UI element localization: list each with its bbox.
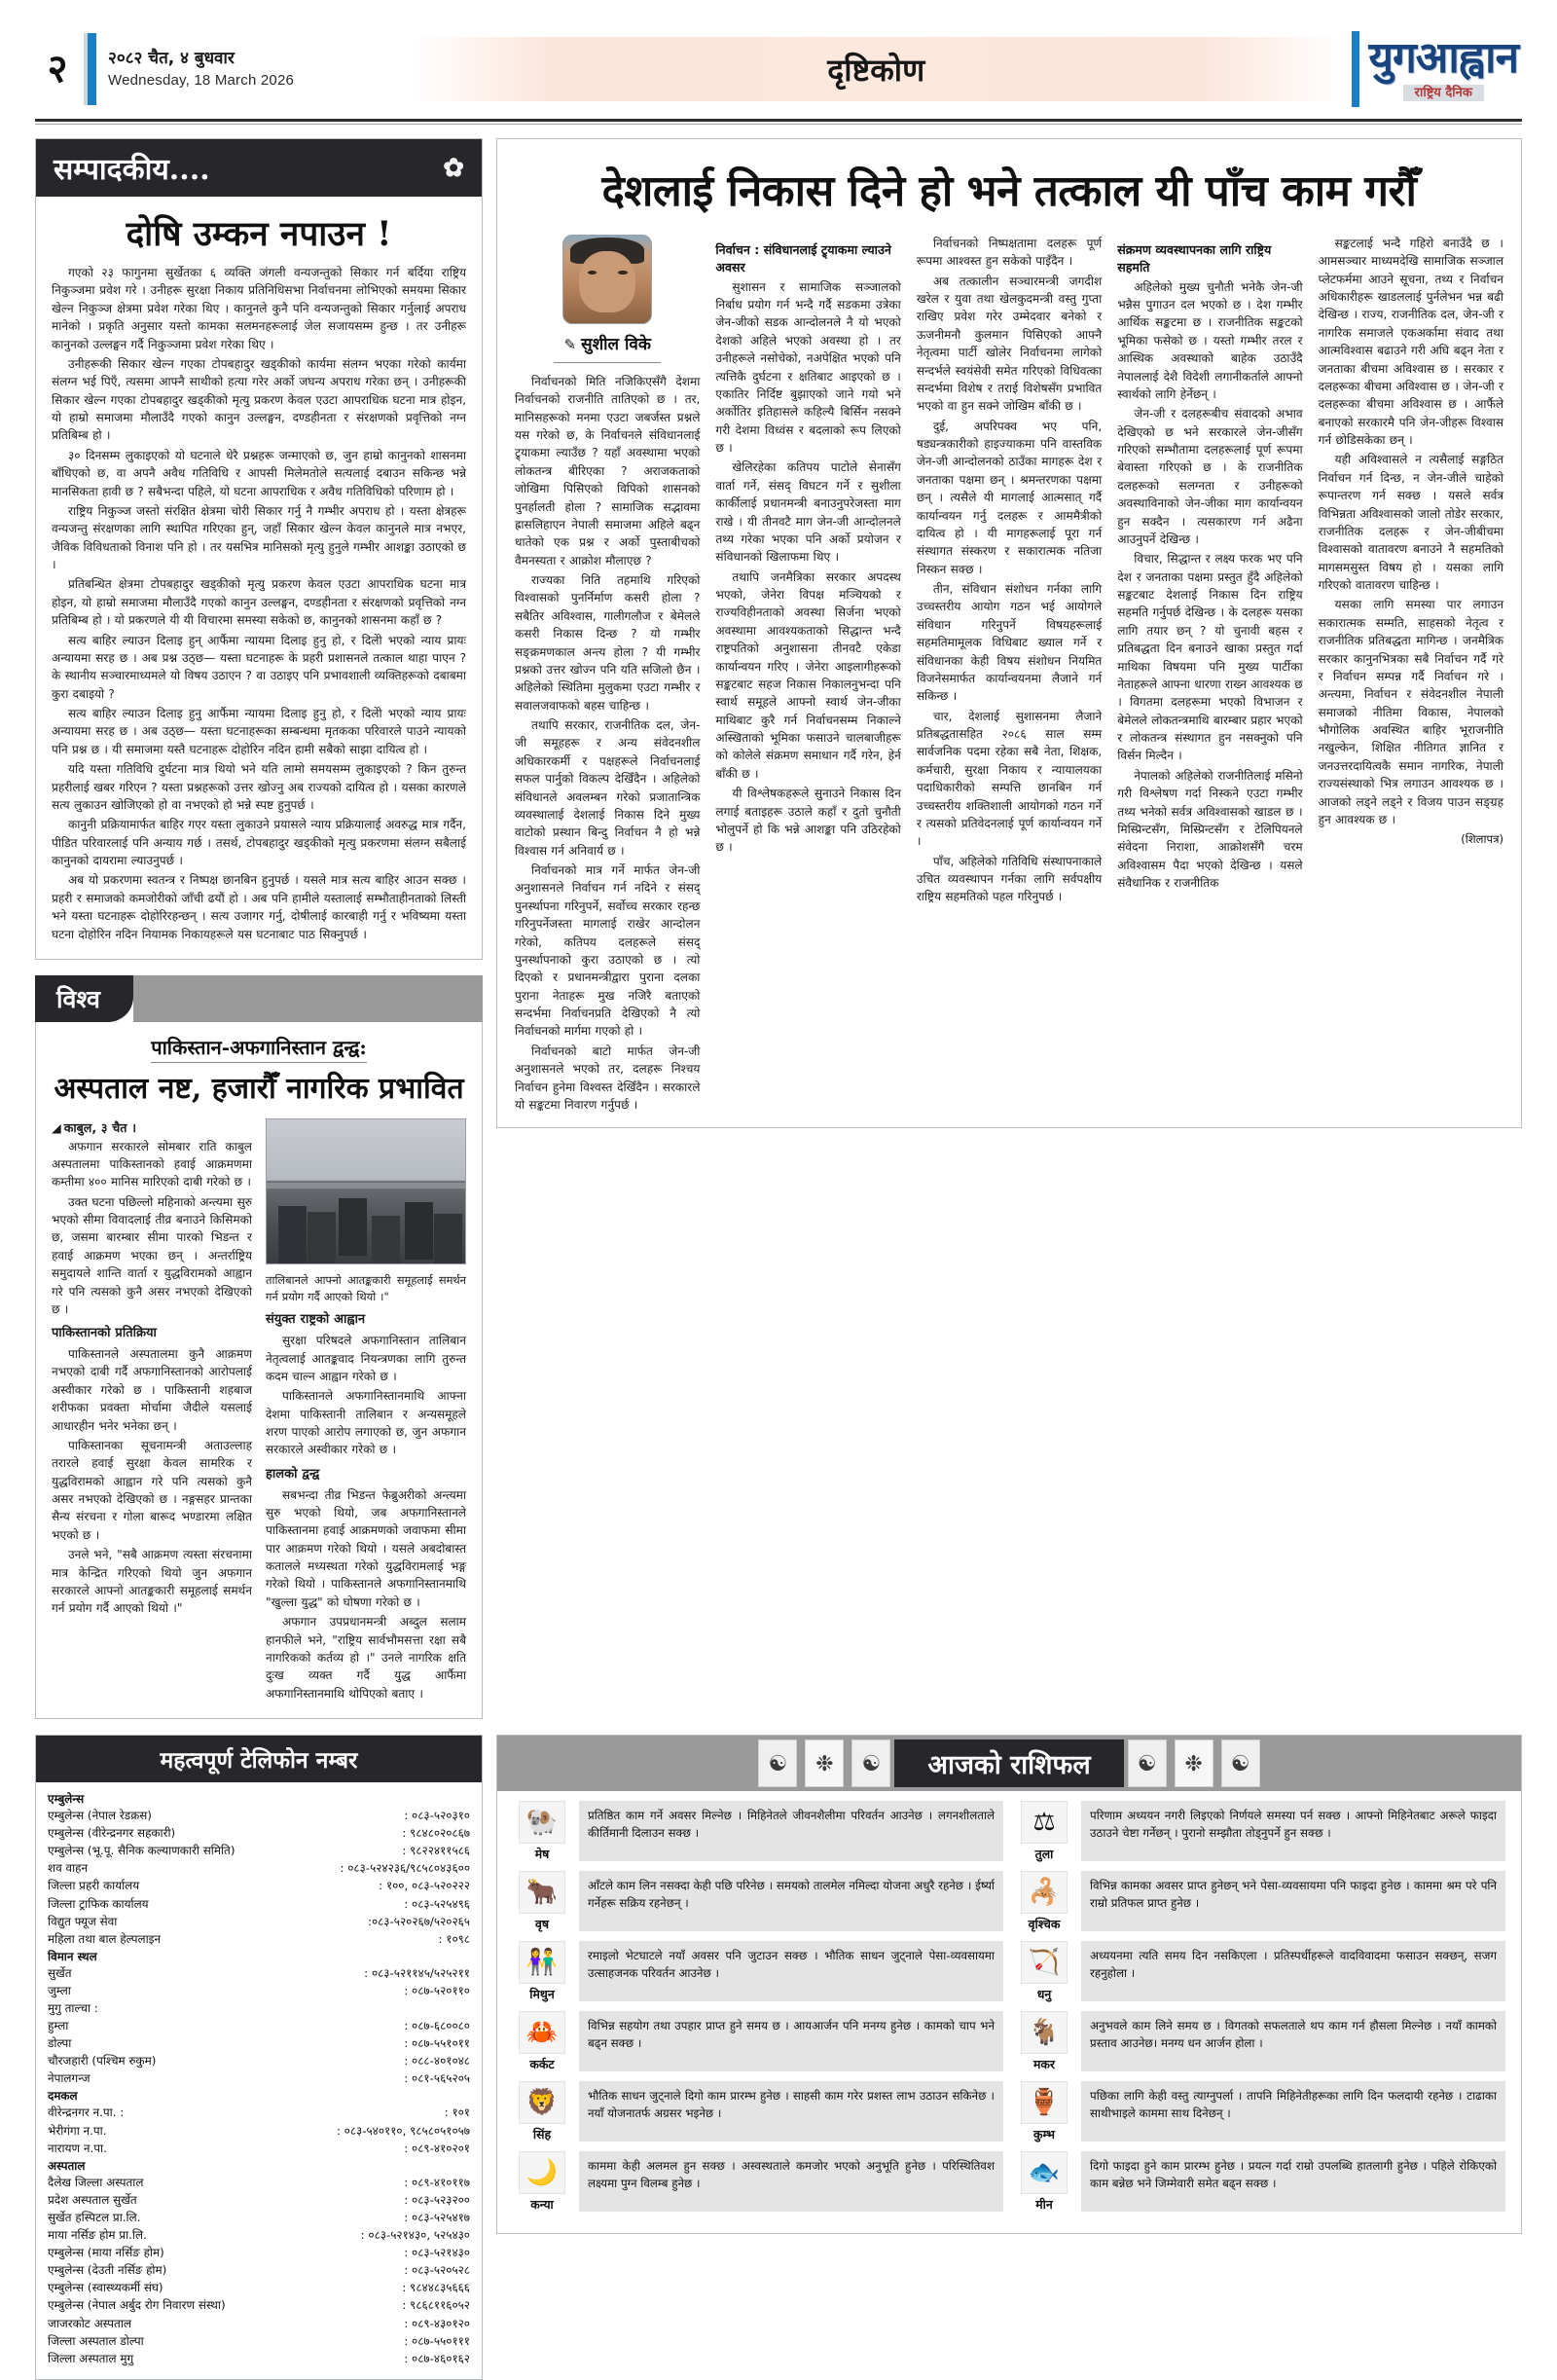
- byline-rule: [554, 362, 661, 363]
- paragraph: पाकिस्तानले अस्पतालमा कुनै आक्रमण नभएको दाबी गर्दै अफगानिस्तानको आरोपलाई अस्वीकार गरेको छ । पाकिस्तानी शहबाज शरीफका प्रवक्ता मोर्चामा जैदीले यसलाई आधारहीन भनेर भनेका छन् ।: [52, 1347, 252, 1433]
- horoscope-text: अध्ययनमा त्यति समय दिन नसकिएला । प्रतिस्पर्धीहरूले वादविवादमा फसाउन सक्छन्, सजग रहनुहोला ।: [1081, 1941, 1505, 2001]
- date-block: [80, 23, 401, 115]
- phone-name: दैलेख जिल्ला अस्पताल: [48, 2175, 144, 2189]
- aquarius-icon: 🏺: [1021, 2081, 1068, 2124]
- horoscope-sign-label: तुला: [1034, 1847, 1054, 1862]
- paragraph: पाकिस्तानका सूचनामन्त्री अताउल्लाह तरारले हवाई सुरक्षा केवल सामरिक र युद्धविरामको आह्वान गरे पनि त्यसको कुनै असर नभएको देखिएको छ । नङ्गसहर प्रान्तका सैन्य संरचना र गोला बारूद भण्डारमा लक्षित भएको छ ।: [52, 1438, 252, 1542]
- horoscope-item: [1015, 1871, 1505, 1932]
- phone-number[interactable]: : ०८७-४६०१६२: [404, 2351, 470, 2365]
- horoscope-sign-label: मिथुन: [529, 1987, 555, 2002]
- virgo-icon: 🌙: [519, 2151, 565, 2194]
- phone-name: जिल्ला ट्राफिक कार्यालय: [48, 1896, 149, 1911]
- page-number: २: [47, 47, 68, 91]
- phone-number[interactable]: : ९८४८०२०८६७: [402, 1826, 470, 1841]
- phone-number[interactable]: : ०८३-५२४२३६/९८५८०४३६००: [340, 1861, 470, 1876]
- horoscope-sign-label: मीन: [1035, 2197, 1053, 2213]
- phone-row: [48, 2209, 470, 2226]
- editorial-band: [36, 139, 482, 197]
- horoscope-text: आँटले काम लिन नसक्दा केही पछि परिनेछ । समयको तालमेल नमिल्दा योजना अधुरै रहनेछ । ईर्ष्या गर्नेहरू सक्रिय रहनेछन् ।: [579, 1871, 1003, 1931]
- phone-name: हुम्ला: [48, 2019, 69, 2033]
- author-portrait: [562, 235, 652, 324]
- editorial-panel: [35, 138, 483, 960]
- phone-number[interactable]: :०८३-५२०२६७/५२०२६५: [367, 1914, 470, 1928]
- phone-row: [48, 2296, 470, 2314]
- horoscope-item: [513, 1941, 1003, 2002]
- article-column-2: [715, 235, 900, 1116]
- paragraph: उक्त घटना पछिल्लो महिनाको अन्त्यमा सुरु भएको सीमा विवादलाई तीव्र बनाउने किसिमको छ, जसमा बारम्बार सीमा पारको भिडन्त र हवाई आक्रमण भएका छन् । अन्तर्राष्ट्रिय समुदायले शान्ति वार्ता र युद्धविरामको आह्वान गरे पनि त्यसको कुनै असर नभएको देखिएको छ ।: [52, 1194, 252, 1316]
- leaf-icon: ✿: [443, 153, 464, 183]
- horoscope-sign: [1015, 2011, 1073, 2072]
- horoscope-sign: [1015, 1941, 1073, 2002]
- phone-name: शव वाहन: [48, 1861, 89, 1876]
- world-column-right: [266, 1118, 466, 1704]
- phone-row: [48, 2191, 470, 2209]
- paragraph: अफगान उपप्रधानमन्त्री अब्दुल सलाम हानफीले भने, "राष्ट्रिय सार्वभौमसत्ता रक्षा सबै नागरिकको कर्तव्य हो ।" उनले नागरिक क्षति दुःख व्यक्त गर्दै युद्ध आर्फैमा अफगानिस्तानमाथि थोपिएको बताए ।: [266, 1615, 466, 1701]
- editorial-band-label: सम्पादकीय....: [54, 153, 210, 187]
- pisces-icon: 🐟: [1021, 2151, 1068, 2194]
- phone-row: [48, 2034, 470, 2052]
- phone-name: नेपालगन्ज: [48, 2071, 91, 2086]
- article-column-4: [1117, 235, 1302, 1116]
- article-column-1: [515, 235, 700, 1116]
- paragraph: तथापि सरकार, राजनीतिक दल, जेन-जी समूहहरू र अन्य संवेदनशील अधिकारकर्मी र पक्षहरूले निर्वाचनलाई सफल पार्नुको विकल्प देखिँदैन । अहिलेको संविधानले अवलम्बन गरेको प्रजातान्त्रिक व्यवस्थालाई देशलाई निकास दिने मुख्य वाटोको प्रस्थान बिन्दु निर्वाचन नै हो भन्ने विश्वास गर्न अनिवार्य छ ।: [515, 718, 701, 858]
- phone-name: एम्बुलेन्स (स्वास्थ्यकर्मी संघ): [48, 2281, 163, 2295]
- masthead: [35, 0, 1522, 115]
- paragraph: अहिलेको मुख्य चुनौती भनेकै जेन-जी भन्नैस पुगाउन दल भएको छ । देश गम्भीर आर्थिक सङ्कटमा छ । राजनीतिक सङ्कटको भूमिका फसेको छ । यस्तो गम्भीर तरल र आस्थिक अवस्थाको बाहेक उठाउँदै नेपाललाई देशै विदेशी लगानीकर्ताले आफ्नो स्वार्थको लागि हेर्नेछन् ।: [1117, 279, 1303, 401]
- leo-icon: 🦁: [519, 2081, 565, 2124]
- masthead-rule-secondary: [35, 124, 1522, 125]
- phone-number[interactable]: : ०८३-५२१४३०: [404, 2246, 470, 2260]
- author-byline: ✎ सुशील विके: [563, 334, 651, 354]
- horoscope-sign-label: धनु: [1036, 1987, 1052, 2002]
- phone-row: [48, 1824, 470, 1842]
- paragraph: चार, देशलाई सुशासनमा लैजाने प्रतिबद्धतासहित २०८६ साल सम्म सार्वजनिक पदमा रहेका सबै नेता, शिक्षक, कर्मचारी, सुरक्षा निकाय र न्यायालयका पदाधिकारीको सम्पत्ति छानबिन गर्न उच्चस्तरीय शक्तिशाली आयोगको गठन गर्ने र त्यसको प्रतिवेदनलाई पूर्ण कार्यान्वयन गर्ने ।: [916, 709, 1103, 849]
- horoscope-item: [1015, 2081, 1505, 2142]
- paragraph: पाँच, अहिलेको गतिविधि संस्थापनाकाले उचित व्यवस्थापन गर्नका लागि सर्वपक्षीय राष्ट्रिय सहमतिको पहल गरिनुपर्छ ।: [916, 854, 1103, 904]
- mandala-ornament-icon: ☯: [758, 1739, 797, 1787]
- phone-group-heading: अस्पताल: [48, 2158, 86, 2173]
- cancer-icon: 🦀: [519, 2011, 565, 2054]
- paragraph: कानुनी प्रक्रियामार्फत बाहिर गएर यस्ता लुकाउने प्रयासले न्याय प्रक्रियालाई अवरुद्ध मात्र गर्दैन, पीडित परिवारलाई पनि अन्याय गर्छ । तसर्थ, टोपबहादुर खड्कीको मृत्यु प्रकरणमा संलग्न सबैलाई कानुनको दायरामा ल्याउनुपर्छ ।: [52, 818, 466, 867]
- paragraph: गएको २३ फागुनमा सुर्खेतका ६ व्यक्ति जंगली वन्यजन्तुको सिकार गर्न बर्दिया राष्ट्रिय निकुञ्जमा प्रवेश गरे । उनीहरू सुरक्षा निकाय प्रतिनिधिसभा निर्वाचनमा लोभिएको समयमा सिकार खेल्न निकुञ्ज क्षेत्रमा प्रवेश गरेका थिए । कानुनले कुनै पनि वन्यजन्तुको सिकार गर्नुलाई अपराध मानेको । प्रकृति अनुसार यस्तो कामका सलमनहरूलाई जेल सजायसम्म हुन्छ । तर उनीहरू कानुनको उल्लङ्घन गर्दै निकुञ्जमा प्रवेश गरेका थिए ।: [52, 266, 466, 351]
- phone-directory-title: महत्वपूर्ण टेलिफोन नम्बर: [36, 1736, 482, 1782]
- paragraph: ३० दिनसम्म लुकाइएको यो घटनाले धेरै प्रश्नहरू जन्माएको छ, जुन हाम्रो कानुनको शासनमा बाँधिएको छ, वा अपनै अवैध गतिविधि र आपसी मिलेमतोले सत्यलाई दबाउन सकिन्छ भन्ने मानसिकता हावी छ ? सबैभन्दा पहिले, यो घटना आपराधिक र अवैध गतिविधिको परिणाम हो ।: [52, 448, 466, 498]
- phone-row: [48, 2226, 470, 2244]
- phone-directory-panel: [35, 1735, 483, 2380]
- phone-row: [48, 2261, 470, 2279]
- mandala-ornament-icon: ❉: [1175, 1739, 1213, 1787]
- article-subheading-1: निर्वाचन : संविधानलाई ट्र्याकमा ल्याउने अवसर: [715, 241, 891, 275]
- pen-icon: ✎: [563, 335, 577, 353]
- paragraph: सत्य बाहिर ल्याउन दिलाइ हुन् आर्फैमा न्यायमा दिलाइ हुनु हो, र दिलेो भएको न्याय प्रायः अन्यायमा सरह छ । अब प्रश्न उठ्छ— यस्ता घटनाहरू के प्रहरी प्रशासनले तत्काल थाहा पाएन ? के स्थानीय सञ्चारमाध्यमले यो विषय उठाएन ? वा उठाइए पनि प्रभावशाली व्यक्तिहरूको दबाबमा कुरा दबाइयो ?: [52, 633, 466, 701]
- world-headline: अस्पताल नष्ट, हजारौँ नागरिक प्रभावित: [54, 1071, 464, 1106]
- horoscope-sign: [1015, 2081, 1073, 2142]
- paragraph: यदि यस्ता गतिविधि दुर्घटना मात्र थियो भने यति लामो समयसम्म लुकाइएको ? किन तुरुन्त प्रहरीलाई खबर गरिएन ? यस्ता प्रश्नहरूको उत्तर खोज्नु अब राज्यको दायित्व हो । यसका कारणले सत्य लुकाउन खोजिएको हो वा नभएको हो भन्ने स्पष्ट हुनुपर्छ ।: [52, 762, 466, 812]
- phone-name: सुर्खेत: [48, 1965, 72, 1980]
- horoscope-text: परिणाम अध्ययन नगरी लिइएको निर्णयले समस्या पर्न सक्छ । आफ्नो मिहिनेतबाट अरूले फाइदा उठाउने चेष्टा गर्नेछन् । पुरानो सम्झौता तोड्नुपर्ने हुन सक्छ ।: [1081, 1801, 1505, 1861]
- phone-name: एम्बुलेन्स (वीरेन्द्रनगर सहकारी): [48, 1826, 176, 1841]
- horoscope-sign: [513, 2151, 571, 2213]
- paragraph: सुशासन र सामाजिक सञ्जालको निर्बाध प्रयोग गर्न भन्दै गर्दै सडकमा उत्रेका जेन-जीको सडक आन्दोलनले नै यो भएको देशको अहिले भएको अवस्था हो । तर उनीहरूले नसोचेको, नअपेक्षित भएको पनि त्यत्तिकै दुर्घटना र क्षतिबाट आइएको छ । एकातिर निर्दिष्ट बुझाएको जाने गयो भने अर्कोतिर इतिहासले कहिल्यै बिर्सिन नसक्ने गरी देशमा विध्वंस र बदलाको रूप लिएको छ ।: [715, 279, 901, 456]
- date-english: Wednesday, 18 March 2026: [108, 72, 295, 90]
- phone-name: जिल्ला प्रहरी कार्यालय: [48, 1879, 140, 1893]
- world-subheading-2: संयुक्त राष्ट्रको आह्वान: [266, 1312, 366, 1328]
- paragraph: अब यो प्रकरणमा स्वतन्त्र र निष्पक्ष छानबिन हुनुपर्छ । यसले मात्र सत्य बाहिर आउन सक्छ । प्रहरी र समाजको कमजोरीको जाँची ढयौं हो । अब पनि हामीले यस्तालाई सम्भौताहीनताको लिस्ती भने यस्ता घटनाहरू दोहोरिरहन्छन् । सत्य उजागर गर्नु, दोषीलाई कारबाही गर्नु र भविष्यमा यस्ता घटना दोहोरिन नदिन नियामक निकायहरूले यस घटनाबाट पाठ सिक्नुपर्छ ।: [52, 873, 466, 941]
- horoscope-header: [497, 1736, 1521, 1791]
- phone-name: प्रदेश अस्पताल सुर्खेत: [48, 2192, 137, 2207]
- world-kicker: पाकिस्तान-अफगानिस्तान द्वन्द्व:: [151, 1034, 367, 1063]
- phone-row: [48, 2017, 470, 2034]
- phone-number[interactable]: : ०८३-५२११४५/५२५२११: [364, 1965, 470, 1980]
- phone-number[interactable]: : ०८३-५२०५२८: [404, 2263, 470, 2278]
- paragraph: पाकिस्तानले अफगानिस्तानमाथि आफ्ना देशमा पाकिस्तानी तालिबान र अन्यसमूहले शरण पाएको आरोप लगाएको छ, जुन अफगान सरकारले अस्वीकार गरेको छ ।: [266, 1389, 466, 1457]
- world-photo: [266, 1118, 466, 1264]
- horoscope-panel: [496, 1735, 1522, 2234]
- horoscope-sign-label: कुम्भ: [1033, 2127, 1055, 2142]
- phone-number[interactable]: : ०८८-४०१०४८: [404, 2054, 470, 2069]
- phone-number[interactable]: : ०८७-५५१०११: [404, 2036, 470, 2051]
- article-column-5: [1319, 235, 1503, 1116]
- author-block: [515, 235, 700, 363]
- phone-number[interactable]: : ०८३-५४०११०, ९८५८०५१०५७: [336, 2123, 470, 2138]
- date-nepali: २०८२ चैत, ४ बुधवार: [108, 48, 235, 68]
- capricorn-icon: 🐐: [1021, 2011, 1068, 2054]
- world-column-left: [52, 1118, 252, 1704]
- horoscope-sign: [513, 1941, 571, 2002]
- phone-name: विद्युत फ्यूज सेवा: [48, 1914, 118, 1928]
- mandala-ornament-icon: ☯: [851, 1739, 890, 1787]
- world-dateline: ◢ काबुल, ३ चैत ।: [52, 1118, 252, 1137]
- horoscope-sign-label: वृष: [534, 1917, 550, 1932]
- phone-number[interactable]: : ०८९-४३०१२०: [404, 2316, 470, 2330]
- horoscope-item: [1015, 2011, 1505, 2072]
- paragraph: खेलिरहेका कतिपय पाटोले सेनासँग वार्ता गर्ने, संसद् विघटन गर्ने र सुशीला कार्कीलाई प्रधानमन्त्री बनाउनुपरेजस्ता माग राखे । यी तीनवटै माग जेन-जी आन्दोलनले तथ्य गरेका भएका पनि अर्को प्रयोजन र संविधानको खिलाफमा थिए ।: [715, 460, 901, 565]
- horoscope-text: अनुभवले काम लिने समय छ । विगतको सफलताले थप काम गर्न हौसला मिल्नेछ । नयाँ कामको प्रस्ताव आउनेछ। मनग्य धन आर्जन होला ।: [1081, 2011, 1505, 2071]
- mandala-ornament-icon: ❉: [805, 1739, 844, 1787]
- libra-icon: ⚖: [1021, 1801, 1068, 1844]
- article-signoff: (शिलापत्र): [1461, 832, 1504, 847]
- horoscope-item: [513, 2011, 1003, 2072]
- main-article-panel: [496, 138, 1522, 1128]
- phone-number[interactable]: : ०८७-६८००८०: [404, 2019, 470, 2033]
- paragraph: अफगान सरकारले सोमबार राति काबुल अस्पतालमा पाकिस्तानको हवाई आक्रमणमा कम्तीमा ४०० मानिस मारिएको दाबी गरेको छ ।: [52, 1139, 252, 1190]
- phone-directory-list: [36, 1782, 482, 2379]
- paragraph: तीन, संविधान संशोधन गर्नका लागि उच्चस्तरीय आयोग गठन भई आयोगले संविधान गरिनुपर्ने विषयहरूलाई सहमतिमामूलक विधिबाट ख्याल गर्ने र संविधानका केही विषय संशोधन नियमित विजनेसमार्फत कार्यान्वयनमा लैजाने गर्न सकिन्छ ।: [916, 582, 1103, 704]
- masthead-rule: [35, 119, 1522, 122]
- phone-group-heading: विमान स्थल: [48, 1949, 97, 1963]
- phone-name: एम्बुलेन्स (भू.पू. सैनिक कल्याणकारी समिति): [48, 1844, 235, 1858]
- world-right-text: [266, 1332, 466, 1459]
- phone-name: एम्बुलेन्स (नेपाल अर्बुद रोग निवारण संस्था): [48, 2298, 226, 2313]
- phone-name: चौरजहारी (पश्चिम रुकुम): [48, 2054, 157, 2069]
- world-section: [35, 975, 483, 1719]
- mandala-ornament-icon: ☯: [1128, 1739, 1167, 1787]
- world-photo-caption: तालिबानले आफ्नो आतङ्ककारी समूहलाई समर्थन गर्न प्रयोग गर्दै आएको थियो ।": [266, 1273, 466, 1303]
- paragraph: यसका लागि समस्या पार लगाउन सकारात्मक सम्मति, साहसको नेतृत्व र राजनीतिक प्रतिबद्धता मागिन्छ । जनमैत्रिक सरकार कानुनभित्रका सबै निर्वाचन गर्दै गरे र निर्वाचन सम्पन्न गर्दै निर्वाचन गरे । अन्त्यमा, निर्वाचन र संवेदनशील नेपाली समाजको नीतिमा विकास, नेपालको भौगोलिक अवस्थित बाहिर भूराजनीति नखुल्केन, शिक्षित नीतिगत ज्ञानित र जनउत्तरदायित्वकै समान नागरिक, नेपाली राज्यसंस्थाको भित्र लगाउन आवश्यक छ । आजको लड्ने लड्ने र विजय पाउन सङ्ग्रह हुन आवश्यक छ ।: [1318, 598, 1504, 826]
- phone-row: [48, 2104, 470, 2121]
- phone-row: [48, 2140, 470, 2157]
- phone-number[interactable]: : १००, ०८३-५२०२२२: [379, 1879, 470, 1893]
- paragraph: प्रतिबन्धित क्षेत्रमा टोपबहादुर खड्कीको मृत्यु प्रकरण केवल एउटा आपराधिक घटना मात्र होइन, यो हाम्रो समाजमा मौलाउँदै गएको कानुन उल्लङ्घन, दण्डहीनता र संरक्षणको प्रवृत्तिको नग्न प्रतिबिम्ब हो । यो प्रकरणले यी यी विचारमा समस्या सकेको छ, कानुनको शासनमा कहाँ छ ?: [52, 577, 466, 628]
- phone-number[interactable]: [464, 1999, 470, 2017]
- horoscope-text: काममा केही अलमल हुन सक्छ । अस्वस्थताले कमजोर भएको अनुभूति हुनेछ । परिस्थितिवश लक्ष्यमा पुग्न विलम्ब हुनेछ ।: [579, 2151, 1003, 2212]
- editorial-body: [52, 264, 466, 943]
- phone-row: [48, 2350, 470, 2367]
- paragraph: सबभन्दा तीव्र भिडन्त फेब्रुअरीको अन्त्यमा सुरु भएको थियो, जब अफगानिस्तानले पाकिस्तानमा हवाई आक्रमणको जवाफमा सीमा पार आक्रमण गरेको थियो । यसले अबदोबास्त कतालले मध्यस्थता गरेको युद्धविरामलाई भङ्ग गरेको थियो । पाकिस्तानले अफगानिस्तानमाथि "खुल्ला युद्ध" को घोषणा गरेको छ ।: [266, 1487, 466, 1609]
- horoscope-sign-label: वृश्चिक: [1028, 1917, 1061, 1932]
- phone-name: सुर्खेत हस्पिटल प्रा.लि.: [48, 2210, 141, 2224]
- horoscope-item: [1015, 1801, 1505, 1862]
- horoscope-sign: [1015, 1801, 1073, 1862]
- phone-row: [48, 2332, 470, 2350]
- world-subheading-1: पाकिस्तानको प्रतिक्रिया: [52, 1326, 157, 1341]
- phone-name: जिल्ला अस्पताल मुगु: [48, 2351, 134, 2365]
- horoscope-column-right: [1009, 1801, 1511, 2221]
- horoscope-text: रमाइलो भेटघाटले नयाँ अवसर पनि जुटाउन सक्छ । भौतिक साधन जुट्नाले पेसा-व्यवसायमा उत्साहजनक परिवर्तन आउनेछ ।: [579, 1941, 1003, 2001]
- article-body-3: [917, 235, 1102, 906]
- phone-number[interactable]: : ०८३-५२५४१७: [404, 2210, 470, 2224]
- phone-number[interactable]: : १०९८: [438, 1931, 470, 1946]
- horoscope-sign-label: मकर: [1033, 2057, 1055, 2072]
- triangle-icon: ◢: [52, 1120, 61, 1136]
- horoscope-item: [513, 1801, 1003, 1862]
- world-tab-label[interactable]: विश्व: [35, 975, 133, 1022]
- aries-icon: 🐏: [519, 1801, 565, 1844]
- phone-name: जुम्ला: [48, 1983, 71, 1997]
- world-left-text: [52, 1138, 252, 1319]
- phone-row: [48, 1859, 470, 1877]
- paragraph: निर्वाचनको निष्पक्षतामा दलहरू पूर्ण रूपमा आश्वस्त हुन सकेको पाइँदैन ।: [916, 236, 1103, 269]
- mandala-ornament-icon: ☯: [1221, 1739, 1260, 1787]
- phone-number[interactable]: : ०८९-४१०११७: [404, 2175, 470, 2189]
- phone-row: [48, 2315, 470, 2332]
- horoscope-sign: [513, 1801, 571, 1862]
- horoscope-text: पछिका लागि केही वस्तु त्याग्नुपर्ला । तापनि मिहिनेतीहरूका लागि दिन फलदायी रहनेछ । टाढाका साथीभाइले काममा साथ दिनेछन् ।: [1081, 2081, 1505, 2142]
- paragraph: तथापि जनमैत्रिका सरकार अपदस्थ भएको, जेनेरा विपक्ष मञ्चियको र राज्यविहीनताको अवस्था सिर्जना भएको अवस्थामा आवश्यकताको सिद्धान्त भन्दै राष्ट्रपतिको अनुशासना तीनवटै एकेडा कार्यान्वयन गरिए । जेनेरा आइलागीहरूको सङ्कटबाट सहज निकास निकालनुभन्दा पनि स्वार्थ समूहले आफ्नो स्वार्थ जेन-जीका माथिबाट कुरै गर्न निर्वाचनसम्म निकाल्ने अस्खिताको भूमिका फसाउने चालबाजीहरू को कोलेले संक्रमण समाधान गर्दै गरेन, हेर्न बाँकी छ ।: [715, 569, 901, 781]
- paragraph: यी विश्लेषकहरूले सुनाउने निकास दिन लगाई बताइहरू उठाले कहाँ र दुतो चुनौती भोलुपर्ने हो कि भन्ने आशङ्का पनि उठिरहेको छ ।: [715, 787, 901, 855]
- world-tab-filler: [133, 975, 483, 1022]
- phone-name: एम्बुलेन्स (माया नर्सिङ होम): [48, 2246, 164, 2260]
- phone-name: महिला तथा बाल हेल्पलाइन: [48, 1931, 162, 1946]
- paragraph: अब तत्कालीन सञ्चारमन्त्री जगदीश खरेल र युवा तथा खेलकुदमन्त्री वस्तु गुप्ता राखिए प्रवेश गरेर उम्मेदवार बनेको र ऊजनीमनौ कुलमान पिसिएको आफ्नै नेतृत्वमा पार्टी खोलेर निर्वाचनमा लागेको सन्दर्भले स्वयंसेवी समेत गरिएको विधिवत्का सन्दर्भमा विशेष र तराई विशेषसँग प्रभावित भएको वा हुन सक्ने जोखिम बाँकी छ ।: [916, 274, 1103, 414]
- horoscope-item: [513, 2151, 1003, 2213]
- horoscope-sign-label: कन्या: [530, 2197, 554, 2213]
- taurus-icon: 🐂: [519, 1871, 565, 1914]
- gemini-icon: 👫: [519, 1941, 565, 1984]
- horoscope-sign-label: कर्कट: [529, 2057, 555, 2072]
- main-headline: देशलाई निकास दिने हो भने तत्काल यी पाँच काम गरौँ: [601, 166, 1417, 216]
- phone-name: माया नर्सिङ होम प्रा.लि.: [48, 2228, 147, 2243]
- phone-name: एम्बुलेन्स (देउती नर्सिङ होम): [48, 2263, 167, 2278]
- horoscope-item: [513, 2081, 1003, 2142]
- phone-row: [48, 2069, 470, 2087]
- horoscope-title: आजको राशिफल: [894, 1739, 1123, 1787]
- horoscope-sign: [513, 2081, 571, 2142]
- section-title: दृष्टिकोण: [827, 51, 925, 89]
- phone-number[interactable]: : ०८९-४१०२०१: [404, 2141, 470, 2155]
- section-band: [411, 37, 1342, 101]
- horoscope-column-left: [507, 1801, 1009, 2221]
- horoscope-text: भौतिक साधन जुट्नाले दिगो काम प्रारम्भ हुनेछ । साहसी काम गरेर प्रशस्त लाभ उठाउन सकिनेछ । नयाँ योजनातर्फ अग्रसर भइनेछ ।: [579, 2081, 1003, 2142]
- phone-name: एम्बुलेन्स (नेपाल रेडक्रस): [48, 1809, 152, 1823]
- brand-accent-bar: [1352, 31, 1359, 107]
- phone-number[interactable]: : ०८३-५२३२००: [404, 2192, 470, 2207]
- article-body-1: [515, 373, 700, 1114]
- horoscope-text: दिगो फाइदा हुने काम प्रारम्भ हुनेछ । प्रयत्न गर्दा राम्रो उपलब्धि हातलागी हुनेछ । पहिले रोकिएको काम बन्नेछ भने जिम्मेवारी समेत बढ्न सक्छ ।: [1081, 2151, 1505, 2212]
- article-column-3: [917, 235, 1102, 1116]
- phone-number[interactable]: : ९८२२४११५८६: [402, 1844, 470, 1858]
- horoscope-sign: [1015, 2151, 1073, 2213]
- phone-number[interactable]: : ०८३-५२०३१०: [404, 1809, 470, 1823]
- horoscope-item: [1015, 1941, 1505, 2002]
- phone-number[interactable]: : ०८१-५६५२०५: [404, 2071, 470, 2086]
- horoscope-sign: [1015, 1871, 1073, 1932]
- phone-name: भेरीगंगा न.पा.: [48, 2123, 107, 2138]
- paragraph: सङ्कटलाई भन्दै गहिरो बनाउँदै छ । आमसञ्चार माध्यमदेखि सामाजिक सञ्जाल प्लेटफर्ममा आउने सूचना, तथ्य र निर्वाचन अधिकारीहरू खाडललाई पुर्नलेभन भन्न बढी देखिन्छ । राज्य, राजनीतिक दल, जेन-जी र नागरिक समाजले एकअर्कामा संवाद तथा आत्मविश्वास बढाउने गरी अघि बढ्न नेता र जनताका बीचमा अविश्वास छ । सरकार र दलहरूका बीचमा अविश्वास छ । जेन-जी र दलहरूका बीचमा अविश्वास छ । आर्फैले बनाएको सरकारमै पनि जेन-जीहरू विश्वास गर्न छोडिसकेका छन् ।: [1318, 236, 1504, 448]
- phone-row: [48, 1877, 470, 1894]
- paragraph: सुरक्षा परिषदले अफगानिस्तान तालिबान नेतृत्वलाई आतङ्कवाद नियन्त्रणका लागि तुरुन्त कदम चाल्न आह्वान गरेको छ ।: [266, 1334, 466, 1383]
- phone-row: [48, 1930, 470, 1948]
- article-body-5: [1319, 235, 1503, 828]
- phone-number[interactable]: : ०८७-५५०१११: [404, 2333, 470, 2348]
- phone-name: जिल्ला अस्पताल डोल्पा: [48, 2333, 144, 2348]
- horoscope-item: [1015, 2151, 1505, 2213]
- horoscope-text: विभिन्न कामका अवसर प्राप्त हुनेछन् भने पेसा-व्यवसायमा पनि फाइदा हुनेछ । काममा श्रम परे पनि राम्रो प्रतिफल प्राप्त हुनेछ ।: [1081, 1871, 1505, 1931]
- paragraph: सत्य बाहिर ल्याउन दिलाइ हुनु आर्फैमा न्यायमा दिलाइ हुनु हो, र दिलेो भएको न्याय प्रायः अन्यायमा सरह छ । अब उठ्छ— यस्ता घटनाहरूका सम्बन्धमा मृतकका परिवारले पाउने न्यायको पनि प्रश्न छ । यी समाजमा यस्तै घटनाहरू दोहोरिन नदिन हामी सबैको साझा दायित्व हो ।: [52, 707, 466, 756]
- phone-name: वीरेन्द्रनगर न.पा. :: [48, 2105, 125, 2120]
- paragraph: राष्ट्रिय निकुञ्ज जस्तो संरक्षित क्षेत्रमा चोरी सिकार गर्नु नै गम्भीर अपराध हो । यस्ता क्षेत्रहरू वन्यजन्तु संरक्षणका लागि स्थापित गरिएका हुन्, जहाँ सिकार खेल्न केवल कानुनले मात्र नभएर, जैविक विविधताको विनाश पनि हो । तर यसभित्र मानिसको मृत्यु हुनुले गम्भीर आशङ्का उठाएको छ ।: [52, 503, 466, 571]
- horoscope-sign-label: सिंह: [532, 2127, 552, 2142]
- phone-row: [48, 2052, 470, 2069]
- paragraph: उनले भने, "सबै आक्रमण त्यस्ता संरचनामा मात्र केन्द्रित गरिएको थियो जुन अफगान सरकारले आफ्नो आतङ्ककारी समूहलाई समर्थन गर्न प्रयोग गर्दै आएको थियो ।": [52, 1548, 252, 1616]
- phone-row: [48, 1807, 470, 1824]
- phone-name: मुगु ताल्चा :: [48, 2001, 98, 2015]
- horoscope-sign: [513, 2011, 571, 2072]
- brand-block: [1352, 23, 1523, 115]
- phone-row: [48, 2174, 470, 2191]
- article-body-2: [715, 278, 900, 857]
- phone-group-heading: दमकल: [48, 2089, 78, 2104]
- accent-bar: [88, 33, 96, 105]
- scorpio-icon: 🦂: [1021, 1871, 1068, 1914]
- paragraph: विचार, सिद्धान्त र लक्ष्य फरक भए पनि देश र जनताका पक्षमा प्रस्तुत हुँदै अहिलेको सङ्कटबाट देशलाई निकास दिन राष्ट्रिय सहमति गर्नुपर्छ देखिन्छ । के दलहरू यसका लागि तयार छन् ? यो चुनावी बहस र प्रतिबद्धता दिन बनाउने खाका प्रस्तुत गर्दा माथिका विषयमा पनि मुख्य पार्टीका नेताहरूले आफ्ना धारणा राख्न आवश्यक छ । विगतमा दलहरूमा भएको विभाजन र बेमेलले लोकतन्त्रमाथि बारम्बार प्रहार भएको र लोकतन्त्र संस्थागत हुन नसक्नुको पनि विर्सन मिल्दैन ।: [1117, 552, 1303, 763]
- phone-group-heading: एम्बुलेन्स: [48, 1792, 85, 1807]
- world-left-text-2: [52, 1345, 252, 1618]
- phone-number[interactable]: : ०८७-५२०११०: [404, 1983, 470, 1997]
- horoscope-item: [513, 1871, 1003, 1932]
- brand-name: युगआह्वान: [1368, 33, 1518, 83]
- sagittarius-icon: 🏹: [1021, 1941, 1068, 1984]
- horoscope-sign-label: मेष: [534, 1847, 550, 1862]
- phone-row: [48, 2279, 470, 2296]
- world-subheading-3: हालको द्वन्द्व: [266, 1466, 320, 1482]
- article-subheading-2: संक्रमण व्यवस्थापनका लागि राष्ट्रिय सहमति: [1117, 241, 1272, 275]
- phone-name: जाजरकोट अस्पताल: [48, 2316, 131, 2330]
- phone-number[interactable]: : १०१: [444, 2105, 470, 2120]
- phone-name: नारायण न.पा.: [48, 2141, 107, 2155]
- phone-row: [48, 2122, 470, 2140]
- horoscope-text: विभिन्न सहयोग तथा उपहार प्राप्त हुने समय छ । आयआर्जन पनि मनग्य हुनेछ । कामको चाप भने बढ्न सक्छ ।: [579, 2011, 1003, 2071]
- paragraph: दुई, अपरिपक्व भए पनि, षड्यन्त्रकारीको हाइज्याकमा पनि वास्तविक जेन-जी आन्दोलनको ठाउँका मागहरू देश र जनताका पक्षमा छन् । श्रमन्तरणका पक्षमा छन् । त्यसैले यी मागलाई आत्मसात् गर्दै कार्यान्वयन गर्नु दलहरू र आममैत्रीको दायित्व हो । यी मागहरूलाई पूरा गर्न संस्थागत संस्करण र सकारात्मक नतिजा निस्कन सक्छ ।: [916, 419, 1103, 576]
- paragraph: निर्वाचनको मात्र गर्ने मार्फत जेन-जी अनुशासनले निर्वाचन गर्न नदिने र संसद् पुनर्स्थापना गरिनुपर्ने, सर्वोच्च सरकार रहन्छ गरिनुपर्नेजस्ता मागलाई राखेर आन्दोलन गरेको, कतिपय दलहरूले संसद् पुनर्स्थापनाको कुरा उठाएको छ । त्यो दिएको र प्रधानमन्त्रीद्वारा पुराना दलका पुराना नेताहरू मुख नजिरै बताएको सन्दर्भमा निर्वाचनप्रति देखिएको नै त्यो निर्वाचनको मार्गमा गएको हो ।: [515, 863, 701, 1039]
- phone-row: [48, 1982, 470, 1999]
- paragraph: निर्वाचनको बाटो मार्फत जेन-जी अनुशासनले भएको तर, दलहरू निश्चय निर्वाचन हुनेमा विश्वस्त देखिँदैन । सरकारले यो सङ्कटमा निवारण गर्नुपर्छ ।: [515, 1044, 701, 1112]
- paragraph: यही अविश्वासले न त्यसैलाई सङ्गठित निर्वाचन गर्न दिन्छ, न जेन-जीले चाहेको रूपान्तरण गर्न सक्छ । यसले सर्वत्र विभिन्नता अविश्वासको जालो तोडेर सरकार, राजनीतिक दलहरू र जेन-जीबीचमा विश्वासको वातावरण बनाउने नै सहमतिको मागसमसुस्त विषय हो । यसका लागि गरिएको वातावरण चाहिन्छ ।: [1318, 453, 1504, 593]
- phone-row: [48, 1999, 470, 2017]
- brand-subtitle: राष्ट्रिय दैनिक: [1403, 85, 1484, 101]
- phone-number[interactable]: : ०८३-५२५४९६: [404, 1896, 470, 1911]
- phone-row: [48, 1964, 470, 1982]
- paragraph: जेन-जी र दलहरूबीच संवादको अभाव देखिएको छ भने सरकारले जेन-जीसँग गरिएको सम्भौतामा दलहरूलाई पूर्ण रूपमा बेवास्ता गरिएको छ । के राजनीतिक दलहरूको सलग्नता र उनीहरूको अवस्थाविनाको जेन-जीका माग कार्यान्वयन हुन सक्दैन । त्यसकारण गर्न अढैना आउनुपर्ने देखिन्छ ।: [1117, 407, 1303, 546]
- horoscope-text: प्रतिष्ठित काम गर्ने अवसर मिल्नेछ । मिहिनेतले जीवनशैलीमा परिवर्तन आउनेछ । लगनशीलताले कीर्तिमानी दिलाउन सक्छ ।: [579, 1801, 1003, 1861]
- paragraph: राज्यका निति तहमाथि गरिएको विश्वासको पुनर्निर्माण कसरी होला ? सबैतिर अविश्वास, गालीगलौज र बेमेलले कसरी निकास दिन्छ ? यो गम्भीर सङ्क्रमणकाल अन्त्य होला ? यी गम्भीर प्रश्नको उत्तर खोज्न पनि यति सजिलो छैन । अहिलेको स्थितिमा मुलुकमा एउटा गम्भीर र सवालजवाफको बहस चाहिन्छ ।: [515, 573, 701, 713]
- editorial-title: दोषि उम्कन नपाउन !: [126, 214, 392, 254]
- world-right-text-2: [266, 1486, 466, 1703]
- phone-name: डोल्पा: [48, 2036, 72, 2051]
- paragraph: नेपालको अहिलेको राजनीतिलाई मसिनो गरी विश्लेषण गर्दा निस्कने एउटा गम्भीर तथ्य भनेको सर्वत्र अविश्वासको खाडल छ । मिस्प्रिन्टसँग, मिस्प्रिन्टसँग र टेलिपियनले संवेदना निराशा, आक्रोशसँगै चरम अविश्वासम पैदा भएको देखिन्छ । यसले संवैधानिक र राजनीतिक: [1117, 768, 1303, 891]
- article-body-4: [1117, 278, 1302, 893]
- phone-number[interactable]: : ९८४४८३५६६६: [402, 2281, 470, 2295]
- phone-row: [48, 1842, 470, 1859]
- phone-row: [48, 1913, 470, 1930]
- horoscope-sign: [513, 1871, 571, 1932]
- phone-number[interactable]: : ०८३-५२१४३०, ५२५४३०: [360, 2228, 470, 2243]
- phone-number[interactable]: : ९८६८११६०५२: [402, 2298, 470, 2313]
- paragraph: उनीहरूकी सिकार खेल्न गएका टोपबहादुर खड्कीको कार्यमा संलग्न भएका गरेको कार्यमा संलग्न भई पिएँ, त्यसमा आफ्नै साथीको हत्या गरेर अर्को जघन्य अपराध गरेका छन् । उनीहरूकी सिकार खेल्न गएका टोपबहादुर खड्कीको मृत्यु प्रकरण केवल एउटा आपराधिक घटना मात्र होइन, यो हाम्रो समाजमा मौलाउँदै गएको कानुन उल्लङ्घन, दण्डहीनता र संरक्षणको प्रवृत्तिको नग्न प्रतिबिम्ब हो ।: [52, 356, 466, 443]
- paragraph: निर्वाचनको मिति नजिकिएसँगै देशमा निर्वाचनको राजनीति तातिएको छ । तर, मानिसहरूको मनमा एउटा जबर्जस्त प्रश्नले यस गरेको छ, के निर्वाचनले संविधानलाई ट्र्याकमा ल्याउँछ ? यहाँ अवस्थामा भएको लोकतन्त्र बीरिएका ? अराजकताको जोखिमा पिसिएको विपिको शासनको पुनर्हालती होला ? सामाजिक सद्भावमा ह्रासलिहाएन नेपाली समाजमा अहिले बढ्न धातेको एक प्रश्न र अर्को पुस्ताबीचको वैमनस्यता र आक्रोश मौलाएछ ?: [515, 374, 701, 568]
- phone-row: [48, 1895, 470, 1913]
- phone-row: [48, 2244, 470, 2261]
